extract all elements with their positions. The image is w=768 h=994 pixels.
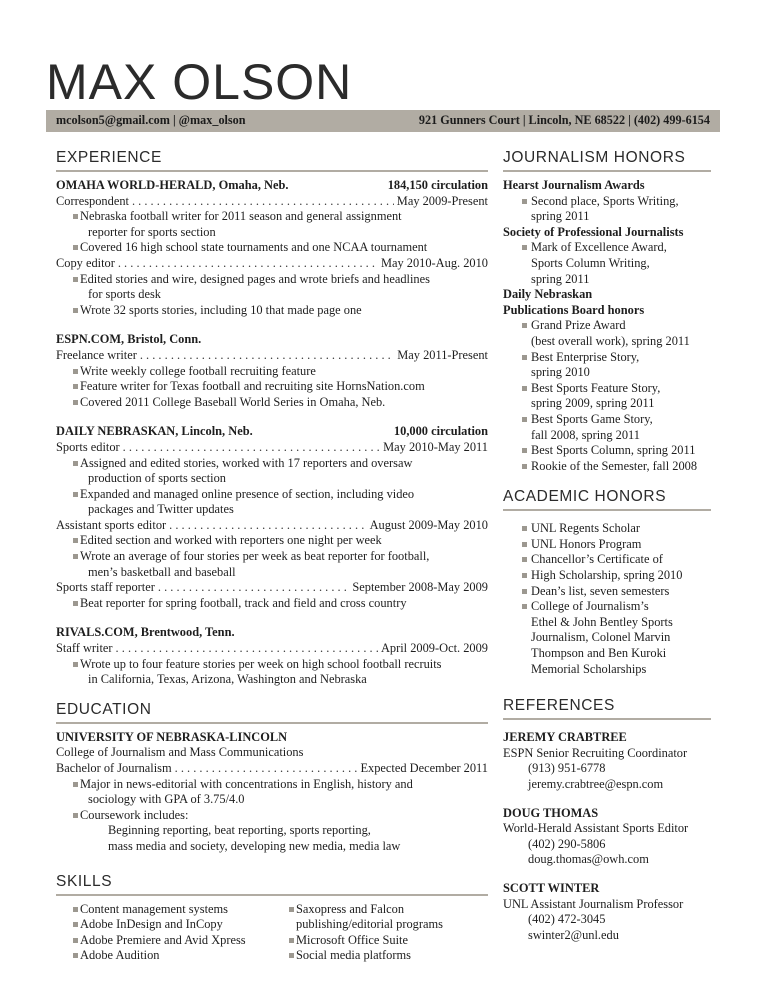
honor-text: Mark of Excellence Award,: [531, 240, 667, 255]
role-title: Copy editor: [56, 255, 115, 270]
honor-text: Best Sports Game Story,: [531, 411, 653, 426]
bullet-text: Feature writer for Texas football and recruiting site HornsNation.com: [80, 379, 425, 394]
role-line: [56, 256, 488, 272]
honor-text-cont: Thompson and Ben Kuroki: [531, 646, 667, 661]
list-item: [73, 657, 488, 688]
role-dates: May 2010-Aug. 2010: [380, 255, 488, 270]
role-title: Sports editor: [56, 439, 120, 454]
honor-text-cont: fall 2008, spring 2011: [531, 427, 640, 442]
honor-group-heading: Hearst Journalism Awards: [503, 178, 645, 192]
honor-text: Best Sports Column, spring 2011: [531, 443, 696, 458]
bullet-text: Covered 16 high school state tournaments and one NCAA tournament: [80, 240, 428, 255]
employer-line: [56, 424, 488, 440]
bullet-list: [56, 596, 488, 612]
list-item: [522, 599, 711, 677]
bullet-text: Nebraska football writer for 2011 season and general assignment: [80, 209, 402, 224]
honor-text-cont: spring 2011: [531, 209, 590, 224]
honor-text-cont: spring 2011: [531, 271, 590, 286]
list-item: [522, 194, 711, 225]
contact-email-social: mcolson5@gmail.com | @max_olson: [56, 113, 246, 128]
honor-text: UNL Regents Scholar: [531, 521, 640, 536]
bullet-text-cont: packages and Twitter updates: [88, 502, 234, 517]
dot-leader: [175, 761, 358, 777]
bullet-text: Coursework includes:: [80, 807, 189, 822]
dot-leader: [123, 440, 380, 456]
contact-bar: [46, 110, 720, 132]
bullet-text: Adobe InDesign and InCopy: [80, 917, 223, 932]
role-line: [56, 641, 488, 657]
honor-group-heading: Society of Professional Journalists: [503, 224, 684, 239]
honor-text-cont: Sports Column Writing,: [531, 255, 650, 270]
honor-text: High Scholarship, spring 2010: [531, 568, 683, 583]
school-name: UNIVERSITY OF NEBRASKA-LINCOLN: [56, 729, 288, 744]
journalism-honors-heading: JOURNALISM HONORS: [503, 149, 711, 172]
reference-name: SCOTT WINTER: [503, 880, 600, 895]
honor-text: Rookie of the Semester, fall 2008: [531, 458, 698, 473]
bullet-text: Major in news-editorial with concentrations in English, history and: [80, 776, 413, 791]
role-line: [56, 440, 488, 456]
job-entry: [56, 178, 488, 318]
honor-group-heading: Publications Board honors: [503, 302, 645, 317]
list-item: [522, 537, 711, 553]
honor-items: [503, 194, 711, 225]
contact-address-phone: 921 Gunners Court | Lincoln, NE 68522 | (402) 499-6154: [418, 113, 710, 128]
left-column: [56, 149, 488, 964]
references-heading: REFERENCES: [503, 697, 711, 720]
reference-role: ESPN Senior Recruiting Coordinator: [503, 745, 688, 760]
dot-leader: [140, 348, 394, 364]
job-entry: [56, 625, 488, 687]
bullet-text: Covered 2011 College Baseball World Series in Omaha, Neb.: [80, 394, 386, 409]
employer: OMAHA WORLD-HERALD, Omaha, Neb.: [56, 178, 289, 192]
honor-group-heading: Daily Nebraskan: [503, 287, 593, 302]
bullet-text: Wrote an average of four stories per week as beat reporter for football,: [80, 549, 430, 564]
list-item: [73, 933, 272, 949]
list-item: [73, 917, 272, 933]
honor-text-cont: Memorial Scholarships: [531, 661, 647, 676]
list-item: [522, 381, 711, 412]
role-line: [56, 348, 488, 364]
reference-email: swinter2@unl.edu: [528, 927, 619, 942]
bullet-text: Adobe Premiere and Avid Xpress: [80, 932, 246, 947]
honor-text: College of Journalism’s: [531, 599, 649, 614]
reference-phone: (402) 472-3045: [528, 912, 606, 927]
job-entry: [56, 424, 488, 611]
bullet-text: Microsoft Office Suite: [296, 932, 408, 947]
bullet-text: Edited section and worked with reporters one night per week: [80, 533, 382, 548]
list-item: [73, 240, 488, 256]
list-item: [289, 902, 488, 933]
coursework-line: Beginning reporting, beat reporting, sports reporting,: [108, 823, 371, 838]
bullet-text-cont: sociology with GPA of 3.75/4.0: [88, 792, 245, 807]
list-item: [522, 459, 711, 475]
bullet-list: [56, 657, 488, 688]
honor-text: Dean’s list, seven semesters: [531, 583, 670, 598]
list-item: [522, 318, 711, 349]
skills-list-left: [56, 902, 272, 964]
job-entry: [56, 332, 488, 410]
employer: ESPN.COM, Bristol, Conn.: [56, 332, 202, 347]
role-title: Freelance writer: [56, 347, 137, 362]
list-item: [522, 521, 711, 537]
role-line: [56, 194, 488, 210]
list-item: [73, 902, 272, 918]
reference-entry: [503, 730, 711, 792]
bullet-text: Wrote up to four feature stories per week on high school football recruits: [80, 656, 442, 671]
reference-phone: (402) 290-5806: [528, 836, 606, 851]
honor-text: Best Sports Feature Story,: [531, 380, 661, 395]
role-dates: August 2009-May 2010: [369, 517, 488, 532]
honor-text: UNL Honors Program: [531, 536, 642, 551]
employer: RIVALS.COM, Brentwood, Tenn.: [56, 625, 235, 640]
bullet-text: Social media platforms: [296, 948, 411, 963]
bullet-list: [56, 456, 488, 518]
role-dates: May 2009-Present: [396, 193, 488, 208]
education-heading: EDUCATION: [56, 701, 488, 724]
dot-leader: [132, 194, 394, 210]
degree: Bachelor of Journalism: [56, 761, 172, 775]
list-item: [522, 584, 711, 600]
bullet-text: Assigned and edited stories, worked with 17 reporters and oversaw: [80, 455, 413, 470]
honor-text-cont: Ethel & John Bentley Sports: [531, 614, 673, 629]
list-item: [73, 487, 488, 518]
list-item: [73, 272, 488, 303]
circulation: 10,000 circulation: [393, 424, 488, 439]
resume-name: MAX OLSON: [46, 54, 353, 110]
list-item: [522, 412, 711, 443]
employer-line: [56, 332, 488, 348]
role-line: [56, 580, 488, 596]
reference-entry: [503, 881, 711, 943]
skills-list-right: [272, 902, 488, 964]
bullet-text-cont: publishing/editorial programs: [296, 917, 443, 932]
list-item: [73, 808, 488, 824]
honor-text-cont: Journalism, Colonel Marvin: [531, 630, 671, 645]
role-dates: September 2008-May 2009: [352, 580, 488, 595]
role-line: [56, 518, 488, 534]
honor-text: Grand Prize Award: [531, 318, 626, 333]
journalism-honors-list: [503, 178, 711, 474]
reference-role: World-Herald Assistant Sports Editor: [503, 821, 689, 836]
honor-text-cont: (best overall work), spring 2011: [531, 333, 690, 348]
bullet-text: Edited stories and wire, designed pages and wrote briefs and headlines: [80, 271, 430, 286]
bullet-text: Adobe Audition: [80, 948, 160, 963]
dot-leader: [116, 641, 378, 657]
honor-text: Second place, Sports Writing,: [531, 193, 679, 208]
list-item: [522, 568, 711, 584]
employer: DAILY NEBRASKAN, Lincoln, Neb.: [56, 424, 253, 439]
bullet-text-cont: production of sports section: [88, 471, 226, 486]
bullet-text-cont: men’s basketball and baseball: [88, 564, 236, 579]
list-item: [522, 443, 711, 459]
dot-leader: [118, 256, 378, 272]
list-item: [289, 933, 488, 949]
reference-name: DOUG THOMAS: [503, 805, 599, 820]
education-block: [56, 730, 488, 855]
list-item: [73, 364, 488, 380]
reference-phone: (913) 951-6778: [528, 761, 606, 776]
circulation: 184,150 circulation: [387, 178, 488, 192]
honor-items: [503, 318, 711, 474]
reference-role: UNL Assistant Journalism Professor: [503, 896, 684, 911]
role-title: Sports staff reporter: [56, 580, 155, 595]
list-item: [73, 456, 488, 487]
reference-entry: [503, 806, 711, 868]
honor-text: Best Enterprise Story,: [531, 349, 640, 364]
bullet-text: Wrote 32 sports stories, including 10 that made page one: [80, 302, 362, 317]
reference-email: doug.thomas@owh.com: [528, 852, 649, 867]
bullet-list: [56, 364, 488, 411]
skills-heading: SKILLS: [56, 873, 488, 896]
degree-line: [56, 761, 488, 777]
bullet-text: Saxopress and Falcon: [296, 901, 405, 916]
coursework-line: mass media and society, developing new media, media law: [108, 838, 401, 853]
skills-grid: [56, 902, 488, 964]
list-item: [73, 379, 488, 395]
list-item: [73, 209, 488, 240]
role-title: Assistant sports editor: [56, 517, 167, 532]
right-column: [503, 149, 711, 956]
bullet-text: Write weekly college football recruiting feature: [80, 363, 316, 378]
college-name: College of Journalism and Mass Communications: [56, 745, 304, 760]
list-item: [73, 395, 488, 411]
honor-text: Chancellor’s Certificate of: [531, 552, 663, 567]
list-item: [73, 549, 488, 580]
bullet-text-cont: reporter for sports section: [88, 224, 216, 239]
bullet-text: Content management systems: [80, 901, 228, 916]
honor-text-cont: spring 2009, spring 2011: [531, 396, 655, 411]
list-item: [289, 948, 488, 964]
bullet-list: [56, 272, 488, 319]
honor-text-cont: spring 2010: [531, 365, 590, 380]
role-title: Correspondent: [56, 193, 129, 208]
bullet-text: Beat reporter for spring football, track and field and cross country: [80, 595, 407, 610]
academic-honors-heading: ACADEMIC HONORS: [503, 488, 711, 511]
bullet-list: [56, 533, 488, 580]
bullet-list: [56, 209, 488, 256]
reference-email: jeremy.crabtree@espn.com: [528, 777, 664, 791]
list-item: [73, 777, 488, 808]
references-list: [503, 730, 711, 943]
list-item: [73, 303, 488, 319]
bullet-text-cont: for sports desk: [88, 287, 161, 302]
role-dates: April 2009-Oct. 2009: [380, 641, 488, 656]
list-item: [73, 596, 488, 612]
experience-list: [56, 178, 488, 688]
list-item: [73, 948, 272, 964]
degree-date: Expected December 2011: [360, 761, 488, 775]
honor-items: [503, 240, 711, 287]
role-title: Staff writer: [56, 641, 113, 656]
role-dates: May 2011-Present: [397, 347, 488, 362]
dot-leader: [158, 580, 350, 596]
list-item: [522, 350, 711, 381]
list-item: [73, 533, 488, 549]
list-item: [522, 552, 711, 568]
dot-leader: [169, 518, 366, 534]
bullet-text-cont: in California, Texas, Arizona, Washington and Nebraska: [88, 672, 367, 687]
bullet-text: Expanded and managed online presence of section, including video: [80, 486, 415, 501]
experience-heading: EXPERIENCE: [56, 149, 488, 172]
reference-name: JEREMY CRABTREE: [503, 730, 627, 745]
academic-honors-list: [503, 521, 711, 677]
list-item: [522, 240, 711, 287]
employer-line: [56, 625, 488, 641]
employer-line: [56, 178, 488, 194]
role-dates: May 2010-May 2011: [383, 439, 488, 454]
